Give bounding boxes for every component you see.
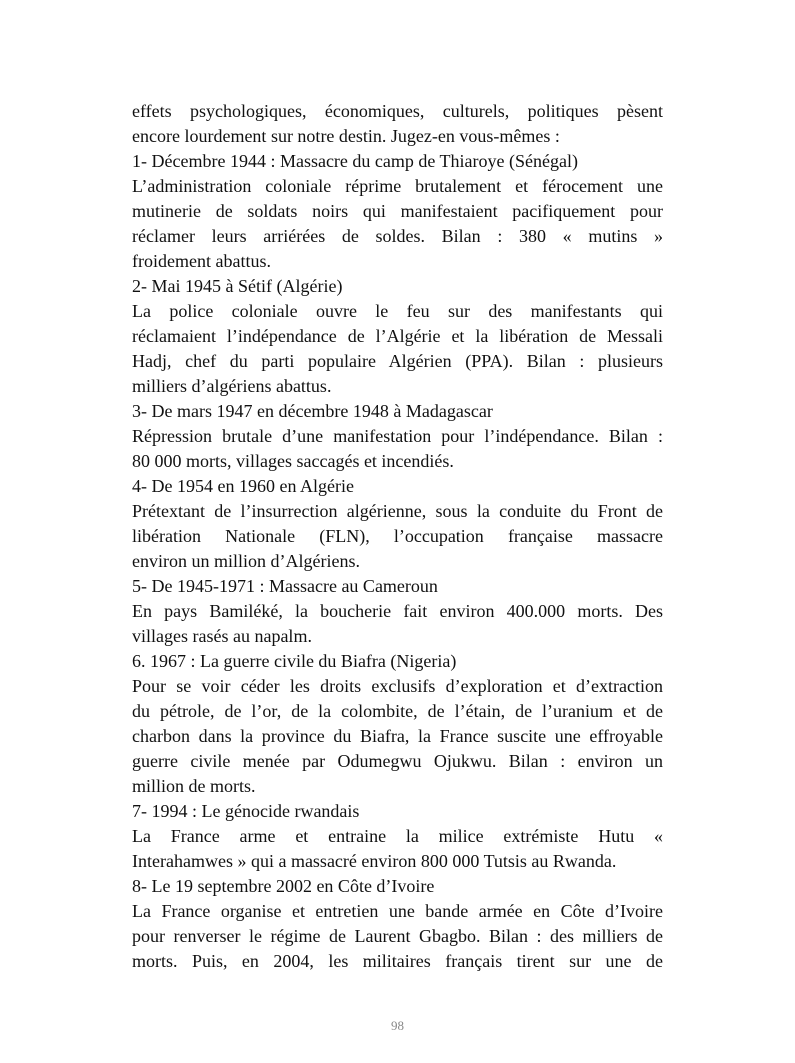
text-line: réclamaient l’indépendance de l’Algérie et la libération de Messali: [132, 326, 663, 346]
section-heading-line: 7- 1994 : Le génocide rwandais: [132, 801, 360, 821]
text-line: Répression brutale d’une manifestation pour l’indépendance. Bilan :: [132, 426, 663, 446]
text-line: Prétextant de l’insurrection algérienne, sous la conduite du Front de: [132, 501, 663, 521]
text-line: effets psychologiques, économiques, culturels, politiques pèsent: [132, 101, 663, 121]
text-line: libération Nationale (FLN), l’occupation française massacre: [132, 526, 663, 546]
text-line: Interahamwes » qui a massacré environ 800 000 Tutsis au Rwanda.: [132, 851, 617, 871]
text-line: 80 000 morts, villages saccagés et incendiés.: [132, 451, 454, 471]
text-line: froidement abattus.: [132, 251, 271, 271]
text-line: charbon dans la province du Biafra, la France suscite une effroyable: [132, 726, 663, 746]
section-heading-line: 2- Mai 1945 à Sétif (Algérie): [132, 276, 343, 296]
text-line: villages rasés au napalm.: [132, 626, 312, 646]
text-line: morts. Puis, en 2004, les militaires français tirent sur une de: [132, 951, 663, 971]
text-line: milliers d’algériens abattus.: [132, 376, 332, 396]
text-line: La France organise et entretien une bande armée en Côte d’Ivoire: [132, 901, 663, 921]
text-line: Hadj, chef du parti populaire Algérien (PPA). Bilan : plusieurs: [132, 351, 663, 371]
text-line: En pays Bamiléké, la boucherie fait environ 400.000 morts. Des: [132, 601, 663, 621]
section-heading-line: 6. 1967 : La guerre civile du Biafra (Nigeria): [132, 651, 457, 671]
text-line: Pour se voir céder les droits exclusifs d’exploration et d’extraction: [132, 676, 663, 696]
text-line: La France arme et entraine la milice extrémiste Hutu «: [132, 826, 663, 846]
section-heading-line: 3- De mars 1947 en décembre 1948 à Madagascar: [132, 401, 493, 421]
section-heading-line: 1- Décembre 1944 : Massacre du camp de Thiaroye (Sénégal): [132, 151, 578, 171]
text-line: environ un million d’Algériens.: [132, 551, 360, 571]
text-line: réclamer leurs arriérées de soldes. Bilan : 380 « mutins »: [132, 226, 663, 246]
text-line: encore lourdement sur notre destin. Jugez-en vous-mêmes :: [132, 126, 560, 146]
section-heading-line: 8- Le 19 septembre 2002 en Côte d’Ivoire: [132, 876, 435, 896]
section-heading-line: 5- De 1945-1971 : Massacre au Cameroun: [132, 576, 438, 596]
page-number: 98: [391, 1018, 404, 1033]
section-heading-line: 4- De 1954 en 1960 en Algérie: [132, 476, 354, 496]
text-line: du pétrole, de l’or, de la colombite, de l’étain, de l’uranium et de: [132, 701, 663, 721]
text-line: L’administration coloniale réprime brutalement et férocement une: [132, 176, 663, 196]
text-line: La police coloniale ouvre le feu sur des manifestants qui: [132, 301, 663, 321]
page-body: [132, 99, 663, 974]
text-line: pour renverser le régime de Laurent Gbagbo. Bilan : des milliers de: [132, 926, 663, 946]
text-line: mutinerie de soldats noirs qui manifestaient pacifiquement pour: [132, 201, 663, 221]
text-line: million de morts.: [132, 776, 256, 796]
text-line: guerre civile menée par Odumegwu Ojukwu. Bilan : environ un: [132, 751, 663, 771]
